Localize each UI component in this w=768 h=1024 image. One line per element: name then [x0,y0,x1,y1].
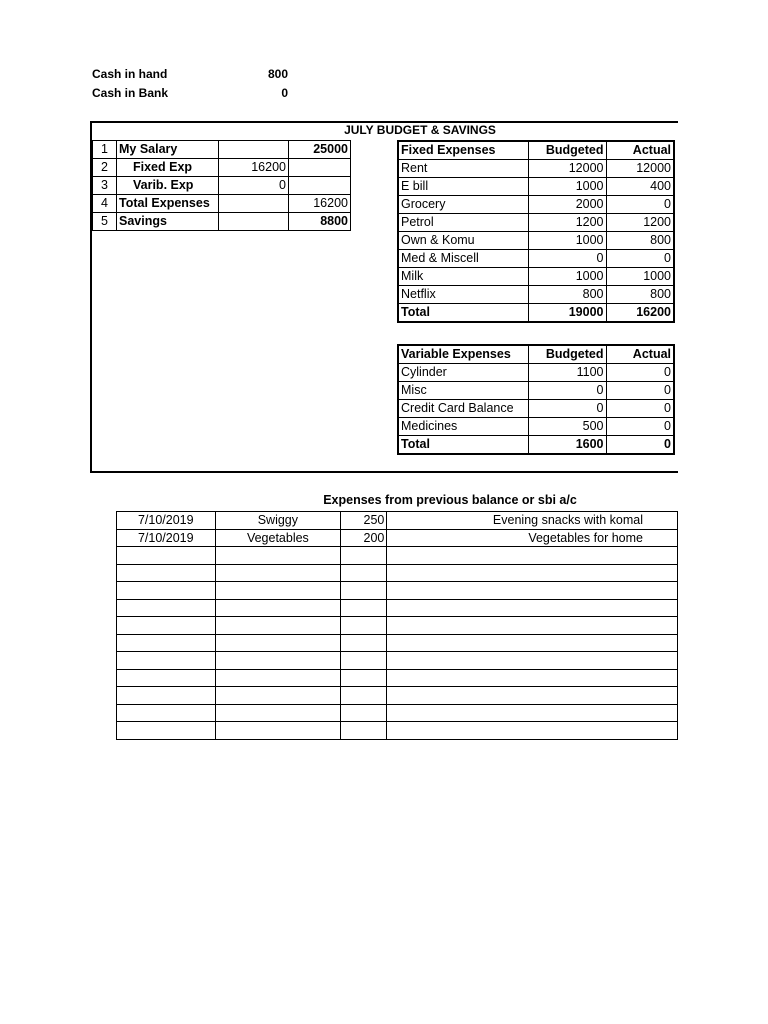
table-row [117,687,678,705]
expense-item [215,582,341,600]
table-row [398,250,674,268]
table-row [117,564,678,582]
column-header: Budgeted [528,141,606,160]
fixed-expenses-table [397,140,675,323]
expense-name: Misc [398,382,528,400]
expense-note [387,547,678,565]
expense-date [117,652,216,670]
expense-amount [341,669,387,687]
expense-amount [341,722,387,740]
table-row [93,177,351,195]
expense-name: Medicines [398,418,528,436]
expense-note [387,704,678,722]
summary-label: Fixed Exp [117,159,219,177]
total-actual: 16200 [606,304,674,323]
summary-col2: 25000 [289,141,351,159]
expense-name: Med & Miscell [398,250,528,268]
expense-date [117,722,216,740]
expense-amount [341,634,387,652]
table-row [93,213,351,231]
table-row [398,382,674,400]
expense-item [215,564,341,582]
table-row [117,652,678,670]
expense-note: Vegetables for home [387,529,678,547]
table-header-row [398,345,674,364]
actual-value: 800 [606,232,674,250]
summary-col2 [289,159,351,177]
table-row [117,617,678,635]
expense-item [215,704,341,722]
variable-expenses-table [397,344,675,455]
expense-date [117,617,216,635]
expense-date [117,582,216,600]
expense-date [117,669,216,687]
actual-value: 12000 [606,160,674,178]
summary-col1 [219,195,289,213]
table-row [398,232,674,250]
actual-value: 1000 [606,268,674,286]
expense-note [387,669,678,687]
expense-name: Credit Card Balance [398,400,528,418]
expense-name: Cylinder [398,364,528,382]
budgeted-value: 12000 [528,160,606,178]
expense-amount [341,582,387,600]
expense-amount [341,564,387,582]
expense-item [215,669,341,687]
table-total-row [398,304,674,323]
actual-value: 0 [606,400,674,418]
table-row [398,160,674,178]
summary-col2: 16200 [289,195,351,213]
expense-item [215,634,341,652]
cash-in-hand-label: Cash in hand [92,67,168,81]
budgeted-value: 0 [528,250,606,268]
actual-value: 0 [606,382,674,400]
table-row [117,704,678,722]
expense-item [215,617,341,635]
budgeted-value: 1000 [528,268,606,286]
expense-name: Petrol [398,214,528,232]
summary-col2 [289,177,351,195]
summary-col1: 16200 [219,159,289,177]
cash-in-hand-value: 800 [267,67,288,81]
expense-note [387,564,678,582]
budget-title: JULY BUDGET & SAVINGS [344,123,496,137]
expense-date [117,687,216,705]
expense-date [117,599,216,617]
budgeted-value: 1000 [528,232,606,250]
expense-date [117,547,216,565]
expense-amount [341,704,387,722]
expense-date [117,634,216,652]
table-row [117,512,678,530]
budgeted-value: 0 [528,382,606,400]
expense-amount [341,617,387,635]
table-row [398,214,674,232]
expense-note: Evening snacks with komal [387,512,678,530]
expense-name: Own & Komu [398,232,528,250]
summary-col1: 0 [219,177,289,195]
expense-note [387,687,678,705]
table-total-row [398,436,674,455]
total-label: Total [398,436,528,455]
table-row [93,159,351,177]
row-number: 4 [93,195,117,213]
expense-note [387,652,678,670]
expense-item [215,722,341,740]
summary-label: My Salary [117,141,219,159]
table-row [93,141,351,159]
summary-label: Total Expenses [117,195,219,213]
cash-in-bank-value: 0 [281,86,288,100]
summary-label: Savings [117,213,219,231]
total-budgeted: 19000 [528,304,606,323]
expense-name: Netflix [398,286,528,304]
budgeted-value: 1200 [528,214,606,232]
row-number: 1 [93,141,117,159]
expense-date: 7/10/2019 [117,512,216,530]
column-header: Fixed Expenses [398,141,528,160]
expense-note [387,617,678,635]
expense-date [117,564,216,582]
row-number: 2 [93,159,117,177]
table-row [117,669,678,687]
actual-value: 0 [606,364,674,382]
column-header: Budgeted [528,345,606,364]
expense-amount [341,652,387,670]
summary-label: Varib. Exp [117,177,219,195]
table-row [398,196,674,214]
expense-amount [341,599,387,617]
table-row [398,418,674,436]
budgeted-value: 1000 [528,178,606,196]
column-header: Actual [606,141,674,160]
budgeted-value: 1100 [528,364,606,382]
budgeted-value: 2000 [528,196,606,214]
summary-col1 [219,213,289,231]
expense-amount: 250 [341,512,387,530]
actual-value: 0 [606,196,674,214]
total-actual: 0 [606,436,674,455]
expense-note [387,599,678,617]
expense-amount [341,547,387,565]
expense-date [117,704,216,722]
row-number: 3 [93,177,117,195]
summary-col2: 8800 [289,213,351,231]
expense-note [387,582,678,600]
cash-in-bank-label: Cash in Bank [92,86,169,100]
expense-item [215,687,341,705]
table-row [93,195,351,213]
expenses-log-title: Expenses from previous balance or sbi a/c [323,493,577,507]
table-row [398,364,674,382]
expense-item: Swiggy [215,512,341,530]
actual-value: 0 [606,418,674,436]
expense-note [387,722,678,740]
summary-col1 [219,141,289,159]
expense-item [215,547,341,565]
expense-date: 7/10/2019 [117,529,216,547]
expenses-log-table [116,511,678,740]
table-row [398,178,674,196]
expense-name: Milk [398,268,528,286]
table-row [117,634,678,652]
table-row [398,268,674,286]
total-budgeted: 1600 [528,436,606,455]
budgeted-value: 800 [528,286,606,304]
actual-value: 800 [606,286,674,304]
expense-note [387,634,678,652]
table-row [117,529,678,547]
actual-value: 1200 [606,214,674,232]
table-row [398,286,674,304]
budgeted-value: 0 [528,400,606,418]
actual-value: 0 [606,250,674,268]
expense-name: Rent [398,160,528,178]
expense-name: Grocery [398,196,528,214]
expense-amount: 200 [341,529,387,547]
row-number: 5 [93,213,117,231]
expense-amount [341,687,387,705]
column-header: Variable Expenses [398,345,528,364]
expense-item [215,652,341,670]
table-row [117,722,678,740]
budgeted-value: 500 [528,418,606,436]
table-row [398,400,674,418]
summary-table [92,140,351,231]
table-row [117,599,678,617]
expense-name: E bill [398,178,528,196]
total-label: Total [398,304,528,323]
table-row [117,547,678,565]
expense-item: Vegetables [215,529,341,547]
table-row [117,582,678,600]
actual-value: 400 [606,178,674,196]
expense-item [215,599,341,617]
table-header-row [398,141,674,160]
column-header: Actual [606,345,674,364]
